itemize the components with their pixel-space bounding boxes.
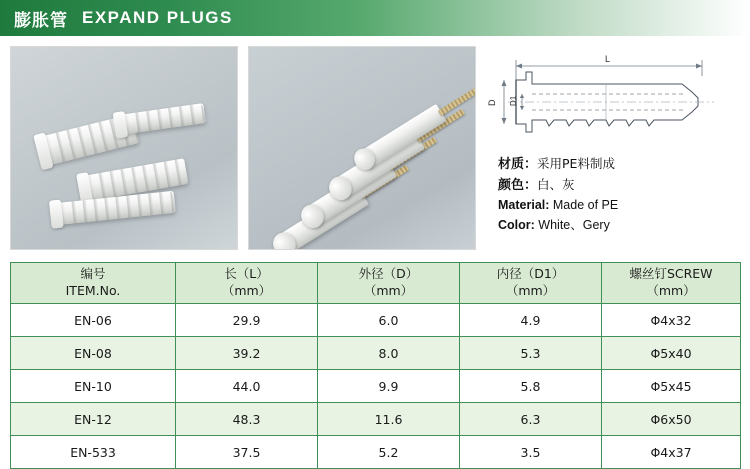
table-cell-length: 48.3: [176, 403, 318, 436]
spec-material-cn: [498, 154, 618, 175]
table-cell-inner-diameter: 6.3: [460, 403, 602, 436]
spec-material-en-value: Made of PE: [549, 198, 619, 213]
table-header-cell: [602, 263, 741, 304]
table-row: [11, 436, 741, 469]
table-header-cn: 内径（D1）: [496, 266, 565, 282]
table-cell-length: 29.9: [176, 304, 318, 337]
spec-material-en-key: Material:: [498, 198, 550, 213]
table-cell-screw: Φ4x32: [602, 304, 741, 337]
table-cell-inner-diameter: 4.9: [460, 304, 602, 337]
table-cell-inner-diameter: 5.3: [460, 337, 602, 370]
spec-color-cn-key: 颜色：: [498, 178, 538, 194]
table-row: [11, 304, 741, 337]
table-cell-inner-diameter: 5.8: [460, 370, 602, 403]
table-cell-inner-diameter: 3.5: [460, 436, 602, 469]
page-title-cn: 膨胀管: [14, 10, 68, 31]
plug-shape: [54, 191, 176, 225]
media-row: [10, 46, 740, 250]
dim-label-D: D: [487, 99, 497, 106]
spec-notes: [498, 154, 618, 235]
spec-color-en: [498, 216, 618, 235]
table-cell-screw: Φ5x45: [602, 370, 741, 403]
plug-collar: [113, 111, 129, 138]
table-header-en: ITEM.No.: [65, 283, 121, 298]
table-cell-screw: Φ4x37: [602, 436, 741, 469]
table-cell-outer-diameter: 8.0: [318, 337, 460, 370]
table-cell-outer-diameter: 6.0: [318, 304, 460, 337]
table-header-cn: 螺丝钉SCREW: [629, 266, 713, 282]
table-header-cell: [318, 263, 460, 304]
table-header-row: [11, 263, 741, 304]
screw-shaft: [438, 83, 476, 116]
specification-table: [10, 262, 741, 469]
table-cell-item: EN-08: [11, 337, 176, 370]
product-photo-plugs-with-screws: [248, 46, 476, 250]
spec-material-cn-key: 材质：: [498, 157, 538, 172]
dim-label-L: L: [605, 54, 611, 64]
spec-color-cn: [498, 175, 618, 196]
plug-collar: [49, 200, 64, 229]
table-row: [11, 337, 741, 370]
table-cell-item: EN-10: [11, 370, 176, 403]
table-cell-screw: Φ5x40: [602, 337, 741, 370]
spec-material-en: [498, 196, 618, 215]
table-header-en: （mm）: [363, 283, 414, 298]
table-cell-item: EN-533: [11, 436, 176, 469]
table-cell-outer-diameter: 11.6: [318, 403, 460, 436]
table-cell-screw: Φ6x50: [602, 403, 741, 436]
table-header-cell: [460, 263, 602, 304]
plug-ribs: [128, 103, 206, 133]
spec-color-en-value: White、Gery: [534, 217, 610, 232]
table-header-cn: 长（L）: [224, 266, 269, 282]
table-cell-length: 44.0: [176, 370, 318, 403]
table-header-en: （mm）: [505, 283, 556, 298]
table-header-cell: [11, 263, 176, 304]
table-header-cn: 编号: [80, 266, 106, 282]
table-header-en: （mm）: [221, 283, 272, 298]
page-title-en: EXPAND PLUGS: [82, 8, 233, 27]
technical-drawing-block: [486, 46, 750, 250]
plug-dimension-drawing: [486, 46, 750, 150]
table-cell-length: 39.2: [176, 337, 318, 370]
table-cell-item: EN-06: [11, 304, 176, 337]
table-cell-outer-diameter: 5.2: [318, 436, 460, 469]
table-header-cn: 外径（D）: [358, 266, 419, 282]
table-cell-outer-diameter: 9.9: [318, 370, 460, 403]
table-header-cell: [176, 263, 318, 304]
table-cell-length: 37.5: [176, 436, 318, 469]
table-header-en: （mm）: [646, 283, 696, 298]
plug-shape: [118, 103, 206, 135]
spec-color-en-key: Color:: [498, 217, 535, 232]
table-row: [11, 403, 741, 436]
dim-label-D1: D1: [509, 95, 518, 106]
product-photo-plugs: [10, 46, 238, 250]
page-header: [0, 0, 750, 36]
spec-material-cn-value: 采用PE料制成: [537, 156, 615, 171]
table-row: [11, 370, 741, 403]
spec-color-cn-value: 白、灰: [537, 177, 575, 193]
table-cell-item: EN-12: [11, 403, 176, 436]
